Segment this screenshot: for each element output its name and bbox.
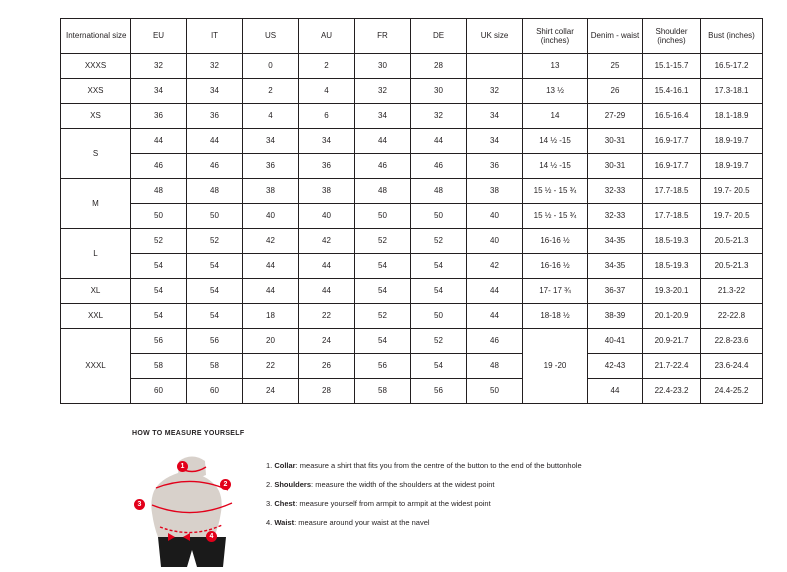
cell-eu: 36 bbox=[131, 104, 187, 129]
table-row bbox=[61, 354, 763, 379]
cell-us: 44 bbox=[243, 254, 299, 279]
row-size-label: XXXL bbox=[61, 329, 131, 404]
how-to-measure-title: HOW TO MEASURE YOURSELF bbox=[132, 430, 245, 437]
cell-denim: 40-41 bbox=[588, 329, 643, 354]
cell-collar: 18-18 ½ bbox=[523, 304, 588, 329]
cell-denim: 36-37 bbox=[588, 279, 643, 304]
row-size-label: XXS bbox=[61, 79, 131, 104]
cell-fr: 52 bbox=[355, 304, 411, 329]
column-header-shoulder: Shoulder (inches) bbox=[643, 19, 701, 54]
cell-uk: 38 bbox=[467, 179, 523, 204]
row-size-label: M bbox=[61, 179, 131, 229]
step-number-4: 4 bbox=[266, 518, 271, 527]
cell-it: 54 bbox=[187, 279, 243, 304]
table-row bbox=[61, 254, 763, 279]
cell-eu: 54 bbox=[131, 254, 187, 279]
how-to-measure-body bbox=[132, 447, 752, 567]
cell-shoulder: 16.9-17.7 bbox=[643, 154, 701, 179]
cell-denim: 38-39 bbox=[588, 304, 643, 329]
column-header-us: US bbox=[243, 19, 299, 54]
how-to-measure-section bbox=[132, 430, 752, 567]
cell-eu: 52 bbox=[131, 229, 187, 254]
cell-bust: 18.9-19.7 bbox=[701, 129, 763, 154]
table-row bbox=[61, 379, 763, 404]
cell-uk: 34 bbox=[467, 104, 523, 129]
cell-uk: 40 bbox=[467, 229, 523, 254]
cell-shoulder: 20.9-21.7 bbox=[643, 329, 701, 354]
table-row bbox=[61, 179, 763, 204]
cell-it: 48 bbox=[187, 179, 243, 204]
cell-de: 32 bbox=[411, 104, 467, 129]
column-header-shirt-collar: Shirt collar (inches) bbox=[523, 19, 588, 54]
step-text-1: : measure a shirt that fits you from the centre of the button to the end of the buttonhole bbox=[295, 461, 582, 470]
cell-it: 54 bbox=[187, 254, 243, 279]
cell-eu: 34 bbox=[131, 79, 187, 104]
cell-us: 18 bbox=[243, 304, 299, 329]
cell-de: 56 bbox=[411, 379, 467, 404]
cell-collar: 16-16 ½ bbox=[523, 229, 588, 254]
row-size-label: XXL bbox=[61, 304, 131, 329]
cell-de: 52 bbox=[411, 229, 467, 254]
cell-de: 28 bbox=[411, 54, 467, 79]
step-dot-3: . bbox=[270, 499, 275, 508]
cell-de: 50 bbox=[411, 204, 467, 229]
cell-it: 44 bbox=[187, 129, 243, 154]
cell-uk bbox=[467, 54, 523, 79]
table-row bbox=[61, 129, 763, 154]
cell-fr: 48 bbox=[355, 179, 411, 204]
cell-uk: 46 bbox=[467, 329, 523, 354]
cell-uk: 36 bbox=[467, 154, 523, 179]
cell-it: 56 bbox=[187, 329, 243, 354]
cell-denim: 34-35 bbox=[588, 229, 643, 254]
column-header-eu: EU bbox=[131, 19, 187, 54]
cell-denim: 32-33 bbox=[588, 179, 643, 204]
cell-bust: 18.1-18.9 bbox=[701, 104, 763, 129]
callout-3: 3 bbox=[134, 499, 145, 510]
cell-uk: 32 bbox=[467, 79, 523, 104]
cell-fr: 34 bbox=[355, 104, 411, 129]
cell-au: 38 bbox=[299, 179, 355, 204]
row-size-label: XS bbox=[61, 104, 131, 129]
column-header-uk-size: UK size bbox=[467, 19, 523, 54]
cell-eu: 50 bbox=[131, 204, 187, 229]
cell-au: 34 bbox=[299, 129, 355, 154]
cell-collar: 13 bbox=[523, 54, 588, 79]
callout-4: 4 bbox=[206, 531, 217, 542]
cell-it: 46 bbox=[187, 154, 243, 179]
cell-collar: 17- 17 ¾ bbox=[523, 279, 588, 304]
cell-de: 30 bbox=[411, 79, 467, 104]
cell-bust: 17.3-18.1 bbox=[701, 79, 763, 104]
step-text-2: : measure the width of the shoulders at the widest point bbox=[311, 480, 495, 489]
cell-shoulder: 21.7-22.4 bbox=[643, 354, 701, 379]
cell-us: 4 bbox=[243, 104, 299, 129]
cell-de: 46 bbox=[411, 154, 467, 179]
cell-fr: 54 bbox=[355, 279, 411, 304]
cell-uk: 50 bbox=[467, 379, 523, 404]
measure-step-chest bbox=[266, 499, 582, 508]
column-header-au: AU bbox=[299, 19, 355, 54]
step-text-4: : measure around your waist at the navel bbox=[294, 518, 430, 527]
cell-bust: 24.4-25.2 bbox=[701, 379, 763, 404]
cell-us: 38 bbox=[243, 179, 299, 204]
step-dot-1: . bbox=[270, 461, 275, 470]
step-number-3: 3 bbox=[266, 499, 271, 508]
cell-collar-merged: 19 -20 bbox=[523, 329, 588, 404]
cell-shoulder: 16.5-16.4 bbox=[643, 104, 701, 129]
table-head bbox=[61, 19, 763, 54]
cell-bust: 21.3-22 bbox=[701, 279, 763, 304]
cell-eu: 48 bbox=[131, 179, 187, 204]
cell-eu: 44 bbox=[131, 129, 187, 154]
cell-it: 60 bbox=[187, 379, 243, 404]
cell-fr: 56 bbox=[355, 354, 411, 379]
cell-denim: 42-43 bbox=[588, 354, 643, 379]
cell-bust: 20.5-21.3 bbox=[701, 254, 763, 279]
cell-de: 54 bbox=[411, 279, 467, 304]
cell-bust: 22.8-23.6 bbox=[701, 329, 763, 354]
cell-denim: 44 bbox=[588, 379, 643, 404]
cell-au: 44 bbox=[299, 279, 355, 304]
table-row bbox=[61, 79, 763, 104]
cell-de: 54 bbox=[411, 254, 467, 279]
cell-au: 4 bbox=[299, 79, 355, 104]
cell-fr: 54 bbox=[355, 329, 411, 354]
step-number-1: 1 bbox=[266, 461, 271, 470]
table-row bbox=[61, 279, 763, 304]
cell-collar: 14 ½ -15 bbox=[523, 154, 588, 179]
table-row bbox=[61, 204, 763, 229]
cell-denim: 27-29 bbox=[588, 104, 643, 129]
cell-fr: 52 bbox=[355, 229, 411, 254]
callout-2: 2 bbox=[220, 479, 231, 490]
cell-us: 40 bbox=[243, 204, 299, 229]
cell-us: 44 bbox=[243, 279, 299, 304]
column-header-it: IT bbox=[187, 19, 243, 54]
cell-eu: 54 bbox=[131, 304, 187, 329]
cell-us: 0 bbox=[243, 54, 299, 79]
cell-au: 42 bbox=[299, 229, 355, 254]
cell-denim: 32-33 bbox=[588, 204, 643, 229]
column-header-de: DE bbox=[411, 19, 467, 54]
cell-au: 26 bbox=[299, 354, 355, 379]
cell-us: 2 bbox=[243, 79, 299, 104]
table-row bbox=[61, 229, 763, 254]
cell-eu: 54 bbox=[131, 279, 187, 304]
cell-collar: 15 ½ - 15 ¾ bbox=[523, 179, 588, 204]
step-dot-4: . bbox=[270, 518, 275, 527]
cell-fr: 30 bbox=[355, 54, 411, 79]
cell-bust: 18.9-19.7 bbox=[701, 154, 763, 179]
cell-fr: 50 bbox=[355, 204, 411, 229]
row-size-label: S bbox=[61, 129, 131, 179]
callout-1: 1 bbox=[177, 461, 188, 472]
cell-bust: 22-22.8 bbox=[701, 304, 763, 329]
cell-denim: 25 bbox=[588, 54, 643, 79]
cell-eu: 56 bbox=[131, 329, 187, 354]
cell-eu: 46 bbox=[131, 154, 187, 179]
column-header-international-size: International size bbox=[61, 19, 131, 54]
cell-uk: 40 bbox=[467, 204, 523, 229]
cell-us: 20 bbox=[243, 329, 299, 354]
cell-collar: 14 bbox=[523, 104, 588, 129]
row-size-label: L bbox=[61, 229, 131, 279]
cell-bust: 23.6-24.4 bbox=[701, 354, 763, 379]
cell-us: 36 bbox=[243, 154, 299, 179]
cell-au: 22 bbox=[299, 304, 355, 329]
table-row bbox=[61, 104, 763, 129]
cell-fr: 46 bbox=[355, 154, 411, 179]
cell-shoulder: 17.7-18.5 bbox=[643, 179, 701, 204]
cell-shoulder: 19.3-20.1 bbox=[643, 279, 701, 304]
step-bold-1: Collar bbox=[274, 461, 296, 470]
cell-it: 36 bbox=[187, 104, 243, 129]
measure-steps-list bbox=[266, 447, 582, 537]
step-dot-2: . bbox=[270, 480, 275, 489]
cell-uk: 44 bbox=[467, 279, 523, 304]
cell-uk: 48 bbox=[467, 354, 523, 379]
cell-it: 50 bbox=[187, 204, 243, 229]
measure-step-shoulders bbox=[266, 480, 582, 489]
cell-collar: 13 ½ bbox=[523, 79, 588, 104]
cell-it: 54 bbox=[187, 304, 243, 329]
row-size-label: XXXS bbox=[61, 54, 131, 79]
cell-eu: 32 bbox=[131, 54, 187, 79]
cell-us: 34 bbox=[243, 129, 299, 154]
cell-denim: 30-31 bbox=[588, 154, 643, 179]
step-number-2: 2 bbox=[266, 480, 271, 489]
step-bold-4: Waist bbox=[274, 518, 295, 527]
cell-it: 52 bbox=[187, 229, 243, 254]
cell-shoulder: 16.9-17.7 bbox=[643, 129, 701, 154]
cell-fr: 32 bbox=[355, 79, 411, 104]
cell-bust: 16.5-17.2 bbox=[701, 54, 763, 79]
cell-de: 54 bbox=[411, 354, 467, 379]
cell-de: 52 bbox=[411, 329, 467, 354]
table-body bbox=[61, 54, 763, 404]
cell-collar: 15 ½ - 15 ¾ bbox=[523, 204, 588, 229]
cell-au: 6 bbox=[299, 104, 355, 129]
step-bold-2: Shoulders bbox=[274, 480, 312, 489]
cell-uk: 34 bbox=[467, 129, 523, 154]
cell-au: 28 bbox=[299, 379, 355, 404]
step-text-3: : measure yourself from armpit to armpit at the widest point bbox=[295, 499, 491, 508]
cell-collar: 16-16 ½ bbox=[523, 254, 588, 279]
cell-shoulder: 15.1-15.7 bbox=[643, 54, 701, 79]
cell-shoulder: 15.4-16.1 bbox=[643, 79, 701, 104]
cell-fr: 54 bbox=[355, 254, 411, 279]
size-chart-table bbox=[60, 18, 763, 404]
table-header-row bbox=[61, 19, 763, 54]
body-figure bbox=[132, 447, 252, 567]
table-row bbox=[61, 154, 763, 179]
cell-eu: 60 bbox=[131, 379, 187, 404]
column-header-denim-waist: Denim - waist bbox=[588, 19, 643, 54]
cell-de: 44 bbox=[411, 129, 467, 154]
cell-shoulder: 17.7-18.5 bbox=[643, 204, 701, 229]
measure-step-waist bbox=[266, 518, 582, 527]
cell-denim: 30-31 bbox=[588, 129, 643, 154]
measure-step-collar bbox=[266, 461, 582, 470]
cell-bust: 19.7- 20.5 bbox=[701, 179, 763, 204]
mannequin-illustration bbox=[132, 447, 252, 572]
cell-it: 32 bbox=[187, 54, 243, 79]
cell-de: 48 bbox=[411, 179, 467, 204]
column-header-fr: FR bbox=[355, 19, 411, 54]
cell-denim: 26 bbox=[588, 79, 643, 104]
cell-denim: 34-35 bbox=[588, 254, 643, 279]
cell-us: 22 bbox=[243, 354, 299, 379]
cell-it: 34 bbox=[187, 79, 243, 104]
cell-us: 24 bbox=[243, 379, 299, 404]
cell-fr: 44 bbox=[355, 129, 411, 154]
cell-us: 42 bbox=[243, 229, 299, 254]
cell-shoulder: 20.1-20.9 bbox=[643, 304, 701, 329]
cell-shoulder: 22.4-23.2 bbox=[643, 379, 701, 404]
cell-bust: 19.7- 20.5 bbox=[701, 204, 763, 229]
cell-au: 40 bbox=[299, 204, 355, 229]
cell-shoulder: 18.5-19.3 bbox=[643, 254, 701, 279]
cell-au: 36 bbox=[299, 154, 355, 179]
cell-bust: 20.5-21.3 bbox=[701, 229, 763, 254]
cell-de: 50 bbox=[411, 304, 467, 329]
cell-au: 44 bbox=[299, 254, 355, 279]
table-row bbox=[61, 304, 763, 329]
cell-collar: 14 ½ -15 bbox=[523, 129, 588, 154]
column-header-bust: Bust (inches) bbox=[701, 19, 763, 54]
cell-eu: 58 bbox=[131, 354, 187, 379]
cell-uk: 42 bbox=[467, 254, 523, 279]
cell-it: 58 bbox=[187, 354, 243, 379]
table-row bbox=[61, 54, 763, 79]
cell-au: 24 bbox=[299, 329, 355, 354]
cell-uk: 44 bbox=[467, 304, 523, 329]
cell-au: 2 bbox=[299, 54, 355, 79]
row-size-label: XL bbox=[61, 279, 131, 304]
table-row bbox=[61, 329, 763, 354]
cell-fr: 58 bbox=[355, 379, 411, 404]
cell-shoulder: 18.5-19.3 bbox=[643, 229, 701, 254]
step-bold-3: Chest bbox=[274, 499, 296, 508]
